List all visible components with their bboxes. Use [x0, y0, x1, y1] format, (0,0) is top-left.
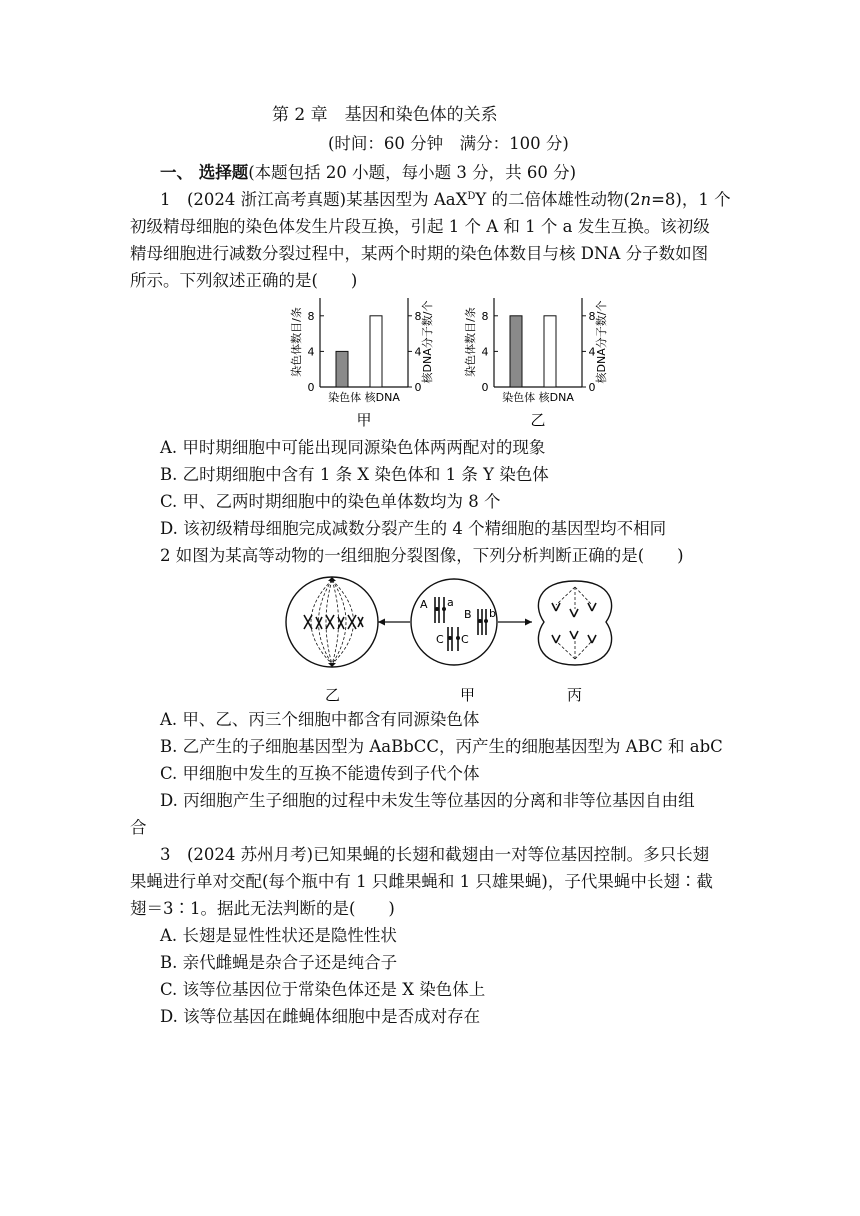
bar-chromosome — [336, 351, 348, 387]
q2-option-b: B. 乙产生的子细胞基因型为 AaBbCC，丙产生的细胞基因型为 ABC 和 abC — [160, 737, 723, 756]
q1-text-c: =8)，1 个 — [651, 190, 731, 209]
q1-text-b: Y 的二倍体雄性动物(2 — [475, 190, 641, 209]
label-bing: 丙 — [567, 686, 583, 704]
right-tick-label: 4 — [414, 345, 422, 359]
q1-option-c: C. 甲、乙两时期细胞中的染色单体数均为 8 个 — [160, 492, 501, 511]
section-heading — [160, 162, 576, 184]
gene-C2: C — [461, 633, 469, 646]
gene-B: B — [464, 608, 472, 621]
gene-b: b — [489, 607, 496, 620]
q3-option-c: C. 该等位基因位于常染色体还是 X 染色体上 — [160, 980, 486, 999]
right-tick-label: 0 — [588, 381, 596, 394]
category-labels: 染色体 核DNA — [502, 391, 574, 404]
cell-yi — [286, 577, 378, 667]
right-tick-label: 4 — [588, 345, 596, 359]
q2-option-d-cont: 合 — [130, 818, 147, 837]
right-tick-label: 0 — [414, 381, 422, 394]
right-tick-label: 8 — [588, 309, 596, 323]
q3-option-a: A. 长翅是显性性状还是隐性性状 — [160, 926, 397, 945]
left-tick-label: 4 — [481, 345, 489, 359]
cell-jia — [411, 579, 497, 665]
category-labels: 染色体 核DNA — [328, 391, 400, 404]
right-tick-label: 8 — [414, 309, 422, 323]
section-title: 一、 选择题 — [160, 163, 249, 182]
gene-a: a — [447, 596, 454, 609]
q3-line-1: 3 (2024 苏州月考)已知果蝇的长翅和截翅由一对等位基因控制。多只长翅 — [160, 845, 710, 864]
left-tick-label: 8 — [481, 309, 489, 323]
section-note: (本题包括 20 小题，每小题 3 分，共 60 分) — [248, 163, 577, 182]
q1-text-a: 1 (2024 浙江高考真题)某基因型为 AaX — [160, 190, 468, 209]
bar-chromosome — [510, 316, 522, 387]
cell-bing — [538, 581, 611, 665]
gene-A: A — [420, 598, 428, 611]
q2-option-c: C. 甲细胞中发生的互换不能遗传到子代个体 — [160, 764, 480, 783]
q1-line-2: 初级精母细胞的染色体发生片段互换，引起 1 个 A 和 1 个 a 发生互换。该初级 — [130, 217, 710, 236]
q1-option-a: A. 甲时期细胞中可能出现同源染色体两两配对的现象 — [160, 438, 546, 457]
q2-stem: 2 如图为某高等动物的一组细胞分裂图像，下列分析判断正确的是( ) — [160, 546, 684, 565]
q3-option-b: B. 亲代雌蝇是杂合子还是纯合子 — [160, 953, 398, 972]
label-jia: 甲 — [460, 686, 476, 704]
y2-axis-title: 核DNA分子数/个 — [595, 300, 608, 384]
label-yi: 乙 — [325, 686, 341, 704]
bar-chart-jia — [278, 290, 438, 430]
left-tick-label: 0 — [481, 381, 489, 394]
exam-info: (时间：60 分钟 满分：100 分) — [328, 134, 569, 153]
q1-line-4: 所示。下列叙述正确的是( ) — [130, 271, 358, 290]
chart-caption: 甲 — [356, 411, 372, 429]
chapter-title: 第 2 章 基因和染色体的关系 — [272, 105, 498, 125]
q2-option-d: D. 丙细胞产生子细胞的过程中未发生等位基因的分离和非等位基因自由组 — [160, 791, 695, 810]
q1-option-b: B. 乙时期细胞中含有 1 条 X 染色体和 1 条 Y 染色体 — [160, 465, 549, 484]
bar-dna — [544, 316, 556, 387]
chart-caption: 乙 — [530, 411, 546, 429]
left-tick-label: 0 — [307, 381, 315, 394]
y-axis-title: 染色体数目/条 — [464, 307, 477, 377]
y2-axis-title: 核DNA分子数/个 — [421, 300, 434, 384]
q3-line-3: 翅＝3∶1。据此无法判断的是( ) — [130, 899, 395, 918]
q1-italic-n: n — [640, 190, 652, 209]
q1-option-d: D. 该初级精母细胞完成减数分裂产生的 4 个精细胞的基因型均不相同 — [160, 519, 667, 538]
q1-sup: D — [467, 191, 476, 202]
q3-line-2: 果蝇进行单对交配(每个瓶中有 1 只雌果蝇和 1 只雄果蝇)，子代果蝇中长翅∶截 — [130, 872, 713, 891]
left-tick-label: 4 — [307, 345, 315, 359]
q2-option-a: A. 甲、乙、丙三个细胞中都含有同源染色体 — [160, 710, 480, 729]
left-tick-label: 8 — [307, 309, 315, 323]
y-axis-title: 染色体数目/条 — [290, 307, 303, 377]
gene-C1: C — [436, 633, 444, 646]
q1-line-3: 精母细胞进行减数分裂过程中，某两个时期的染色体数目与核 DNA 分子数如图 — [130, 244, 709, 263]
q3-option-d: D. 该等位基因在雌蝇体细胞中是否成对存在 — [160, 1007, 481, 1026]
bar-chart-yi — [452, 290, 612, 430]
q1-line-1 — [160, 189, 731, 211]
bar-dna — [370, 316, 382, 387]
